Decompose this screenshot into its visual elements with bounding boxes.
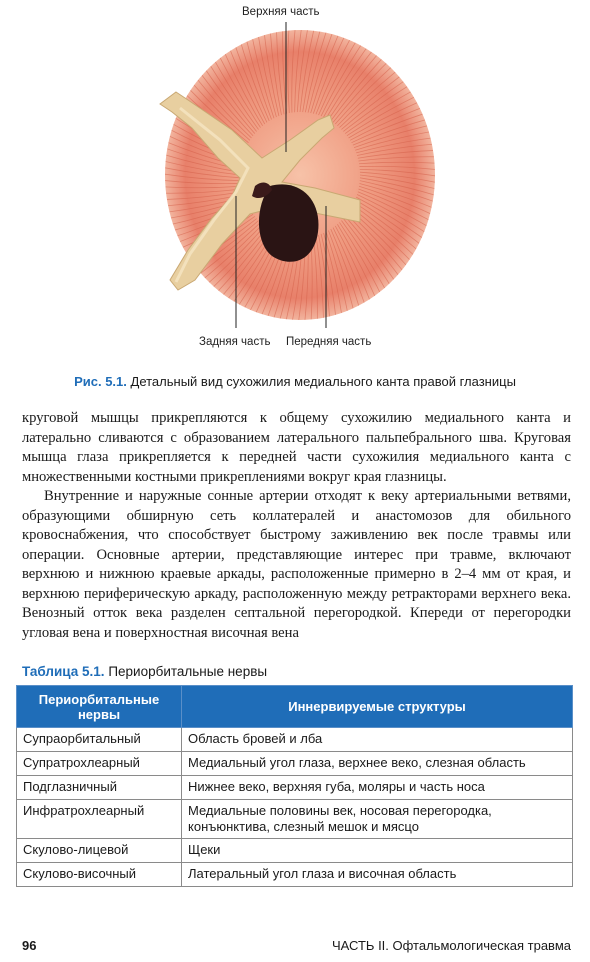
table-header-row (17, 686, 573, 728)
table-row (17, 839, 573, 863)
tendon-illustration (0, 0, 590, 365)
nerve-cell: Супраорбитальный (17, 728, 182, 752)
paragraph-1: круговой мышцы прикрепляются к общему сухожилию медиального канта и латерально сливаются с образованием латерального пальпебрального шва. Круговая мышца глаза прикрепляется к передней части сухожилия медиального канта с множественными костными прикреплениями вокруг края глазницы. (22, 410, 571, 485)
table-title-text: Периорбитальные нервы (108, 664, 268, 679)
body-text (22, 409, 571, 643)
table-row (17, 863, 573, 887)
paragraph-2: Внутренние и наружные сонные артерии отходят к веку артериальными ветвями, образующими обширную сеть коллатералей и анастомозов для обильного кровоснабжения, что способствует быстрому заживлению век после травмы или операции. Основные артерии, представляющие интерес при травме, включают верхнюю и нижнюю краевые аркады, расположенные примерно в 2–4 мм от края, и верхнюю периферическую аркаду, расположенную между ретракторами верхнего века. Венозный отток века разделен септальной перегородкой. Кпереди от перегородки угловая вена и поверхностная височная вена (22, 488, 571, 641)
label-posterior-part: Задняя часть (199, 336, 271, 348)
structure-cell: Щеки (182, 839, 573, 863)
label-upper-part: Верхняя часть (242, 6, 320, 18)
table-row (17, 728, 573, 752)
structure-cell: Медиальный угол глаза, верхнее веко, слезная область (182, 752, 573, 776)
structure-cell: Область бровей и лба (182, 728, 573, 752)
figure-number: Рис. 5.1. (74, 374, 127, 389)
nerves-table (16, 685, 573, 887)
figure-caption-text: Детальный вид сухожилия медиального канта правой глазницы (130, 374, 516, 389)
table-title (22, 664, 267, 679)
nerve-cell: Скулово-лицевой (17, 839, 182, 863)
nerve-cell: Подглазничный (17, 776, 182, 800)
orbicularis-muscle (165, 30, 435, 320)
structure-cell: Нижнее веко, верхняя губа, моляры и часть носа (182, 776, 573, 800)
nerve-cell: Супратрохлеарный (17, 752, 182, 776)
label-anterior-part: Передняя часть (286, 336, 372, 348)
section-title: ЧАСТЬ II. Офтальмологическая травма (331, 938, 571, 953)
table-row (17, 800, 573, 839)
anatomy-figure (0, 0, 590, 365)
nerve-cell: Скулово-височный (17, 863, 182, 887)
table-row (17, 776, 573, 800)
structure-cell: Латеральный угол глаза и височная область (182, 863, 573, 887)
header-structures: Иннервируемые структуры (182, 686, 573, 728)
header-nerves: Периорбитальные нервы (17, 686, 182, 728)
table-row (17, 752, 573, 776)
figure-caption (0, 374, 590, 389)
table-number: Таблица 5.1. (22, 664, 105, 679)
structure-cell: Медиальные половины век, носовая перегородка, конъюнктива, слезный мешок и мясцо (182, 800, 573, 839)
page-number: 96 (22, 938, 37, 953)
nerve-cell: Инфратрохлеарный (17, 800, 182, 839)
